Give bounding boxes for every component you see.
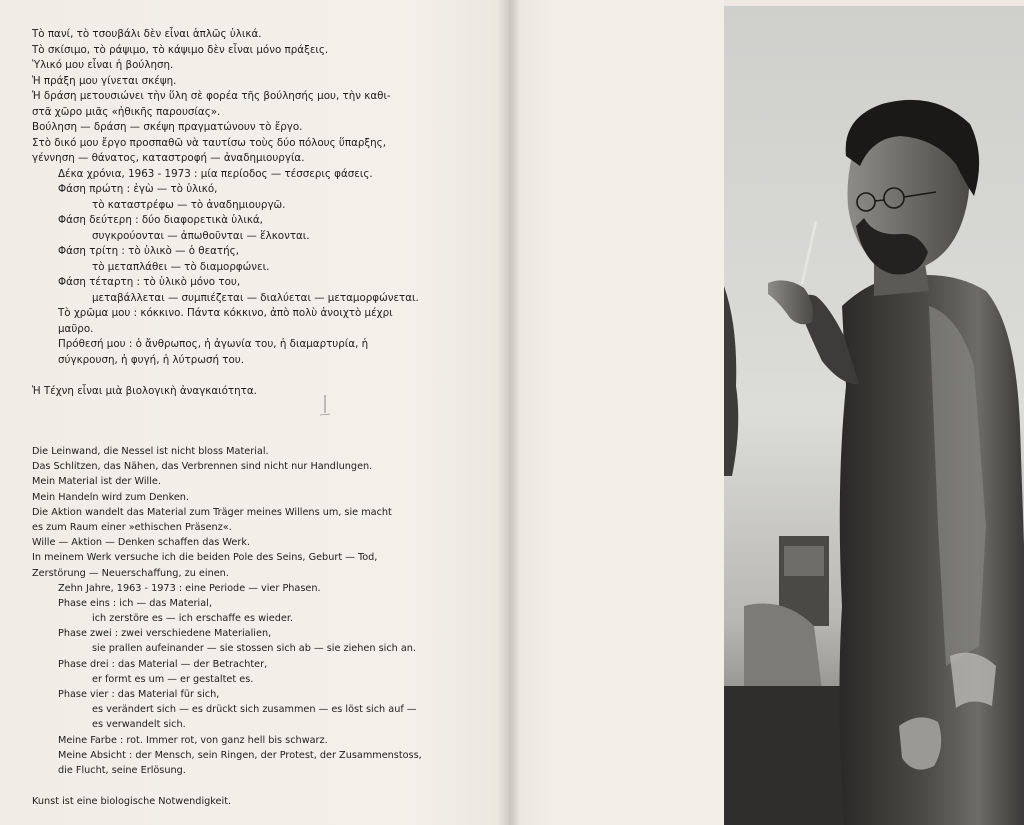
text-line: μεταβάλλεται — συμπιέζεται — διαλύεται — μεταμορφώνεται. bbox=[92, 291, 419, 304]
text-line: σύγκρουση, ἡ φυγή, ἡ λύτρωσή του. bbox=[58, 353, 245, 366]
text-line: Kunst ist eine biologische Notwendigkeit. bbox=[32, 795, 232, 807]
text-line: Πρόθεσή μου : ὁ ἄνθρωπος, ἡ ἀγωνία του, ἡ διαμαρτυρία, ἡ bbox=[58, 338, 369, 350]
text-line: Τὸ πανί, τὸ τσουβάλι δὲν εἶναι ἁπλῶς ὑλικά. bbox=[32, 28, 262, 40]
text-line: Φάση τρίτη : τὸ ὑλικὸ — ὁ θεατής, bbox=[58, 245, 239, 257]
book-gutter bbox=[498, 0, 520, 825]
text-line: Mein Handeln wird zum Denken. bbox=[32, 491, 190, 503]
german-text-block bbox=[32, 444, 422, 809]
text-line: ich zerstöre es — ich erschaffe es wieder. bbox=[92, 613, 293, 625]
text-line: Phase eins : ich — das Material, bbox=[58, 597, 212, 609]
text-line: Meine Farbe : rot. Immer rot, von ganz hell bis schwarz. bbox=[58, 734, 328, 746]
text-line: Phase drei : das Material — der Betrachter, bbox=[58, 658, 268, 670]
text-line: Φάση πρώτη : ἐγὼ — τὸ ὑλικό, bbox=[58, 183, 218, 195]
text-line: Τὸ σκίσιμο, τὸ ράψιμο, τὸ κάψιμο δὲν εἶναι μόνο πράξεις. bbox=[32, 43, 329, 56]
pencil-mark-icon bbox=[318, 393, 332, 419]
text-line: Mein Material ist der Wille. bbox=[32, 476, 161, 488]
right-page-margin bbox=[512, 0, 724, 825]
text-line: Phase vier : das Material für sich, bbox=[58, 689, 220, 700]
text-line: μαῦρο. bbox=[58, 322, 94, 335]
text-line: Zehn Jahre, 1963 - 1973 : eine Periode — vier Phasen. bbox=[58, 582, 321, 594]
text-line: Ἡ δράση μετουσιώνει τὴν ὕλη σὲ φορέα τῆς βούλησής μου, τὴν καθι- bbox=[32, 90, 391, 102]
text-line: Meine Absicht : der Mensch, sein Ringen, der Protest, der Zusammenstoss, bbox=[58, 749, 422, 761]
text-line: es verwandelt sich. bbox=[92, 719, 186, 731]
text-line: Wille — Aktion — Denken schaffen das Werk. bbox=[32, 537, 251, 549]
text-line: Τὸ χρῶμα μου : κόκκινο. Πάντα κόκκινο, ἀπὸ πολὺ ἀνοιχτὸ μέχρι bbox=[58, 307, 393, 319]
text-line: sie prallen aufeinander — sie stossen sich ab — sie ziehen sich an. bbox=[92, 643, 417, 655]
artist-portrait-icon bbox=[724, 6, 1024, 825]
text-line: Ἡ πράξη μου γίνεται σκέψη. bbox=[32, 74, 177, 87]
text-line: συγκρούονται — ἀπωθοῦνται — ἕλκονται. bbox=[92, 229, 310, 242]
text-line: es verändert sich — es drückt sich zusammen — es löst sich auf — bbox=[92, 704, 417, 716]
text-line: Δέκα χρόνια, 1963 - 1973 : μία περίοδος — τέσσερις φάσεις. bbox=[58, 167, 373, 180]
text-line: Ἡ Τέχνη εἶναι μιὰ βιολογικὴ ἀναγκαιότητα. bbox=[32, 384, 257, 397]
text-line: Φάση τέταρτη : τὸ ὑλικὸ μόνο του, bbox=[58, 276, 241, 288]
text-line bbox=[32, 368, 419, 384]
text-line: Βούληση — δράση — σκέψη πραγματώνουν τὸ ἔργο. bbox=[32, 121, 303, 133]
text-line: γέννηση — θάνατος, καταστροφή — ἀναδημιουργία. bbox=[32, 152, 305, 164]
greek-text-block bbox=[32, 27, 419, 399]
text-line: Ὑλικό μου εἶναι ἡ βούληση. bbox=[32, 59, 174, 71]
text-line: In meinem Werk versuche ich die beiden Pole des Seins, Geburt — Tod, bbox=[32, 552, 378, 564]
text-line: Στὸ δικό μου ἔργο προσπαθῶ νὰ ταυτίσω τοὺς δύο πόλους ὕπαρξης, bbox=[32, 136, 386, 149]
artist-photo bbox=[724, 6, 1024, 825]
text-line: τὸ καταστρέφω — τὸ ἀναδημιουργῶ. bbox=[92, 198, 286, 211]
text-line: Φάση δεύτερη : δύο διαφορετικὰ ὑλικά, bbox=[58, 214, 263, 226]
text-line: die Flucht, seine Erlösung. bbox=[58, 764, 186, 776]
text-line: στᾶ χῶρο μιᾶς «ἠθικῆς παρουσίας». bbox=[32, 105, 221, 118]
text-line: Das Schlitzen, das Nähen, das Verbrennen sind nicht nur Handlungen. bbox=[32, 461, 373, 473]
text-line: er formt es um — er gestaltet es. bbox=[92, 673, 254, 685]
text-line: τὸ μεταπλάθει — τὸ διαμορφώνει. bbox=[92, 260, 270, 273]
text-line bbox=[32, 778, 422, 794]
text-line: Die Aktion wandelt das Material zum Träger meines Willens um, sie macht bbox=[32, 506, 392, 518]
text-line: Die Leinwand, die Nessel ist nicht bloss Material. bbox=[32, 446, 269, 457]
text-line: Zerstörung — Neuerschaffung, zu einen. bbox=[32, 567, 229, 579]
text-line: Phase zwei : zwei verschiedene Materialien, bbox=[58, 628, 272, 640]
text-line: es zum Raum einer »ethischen Präsenz«. bbox=[32, 521, 232, 533]
